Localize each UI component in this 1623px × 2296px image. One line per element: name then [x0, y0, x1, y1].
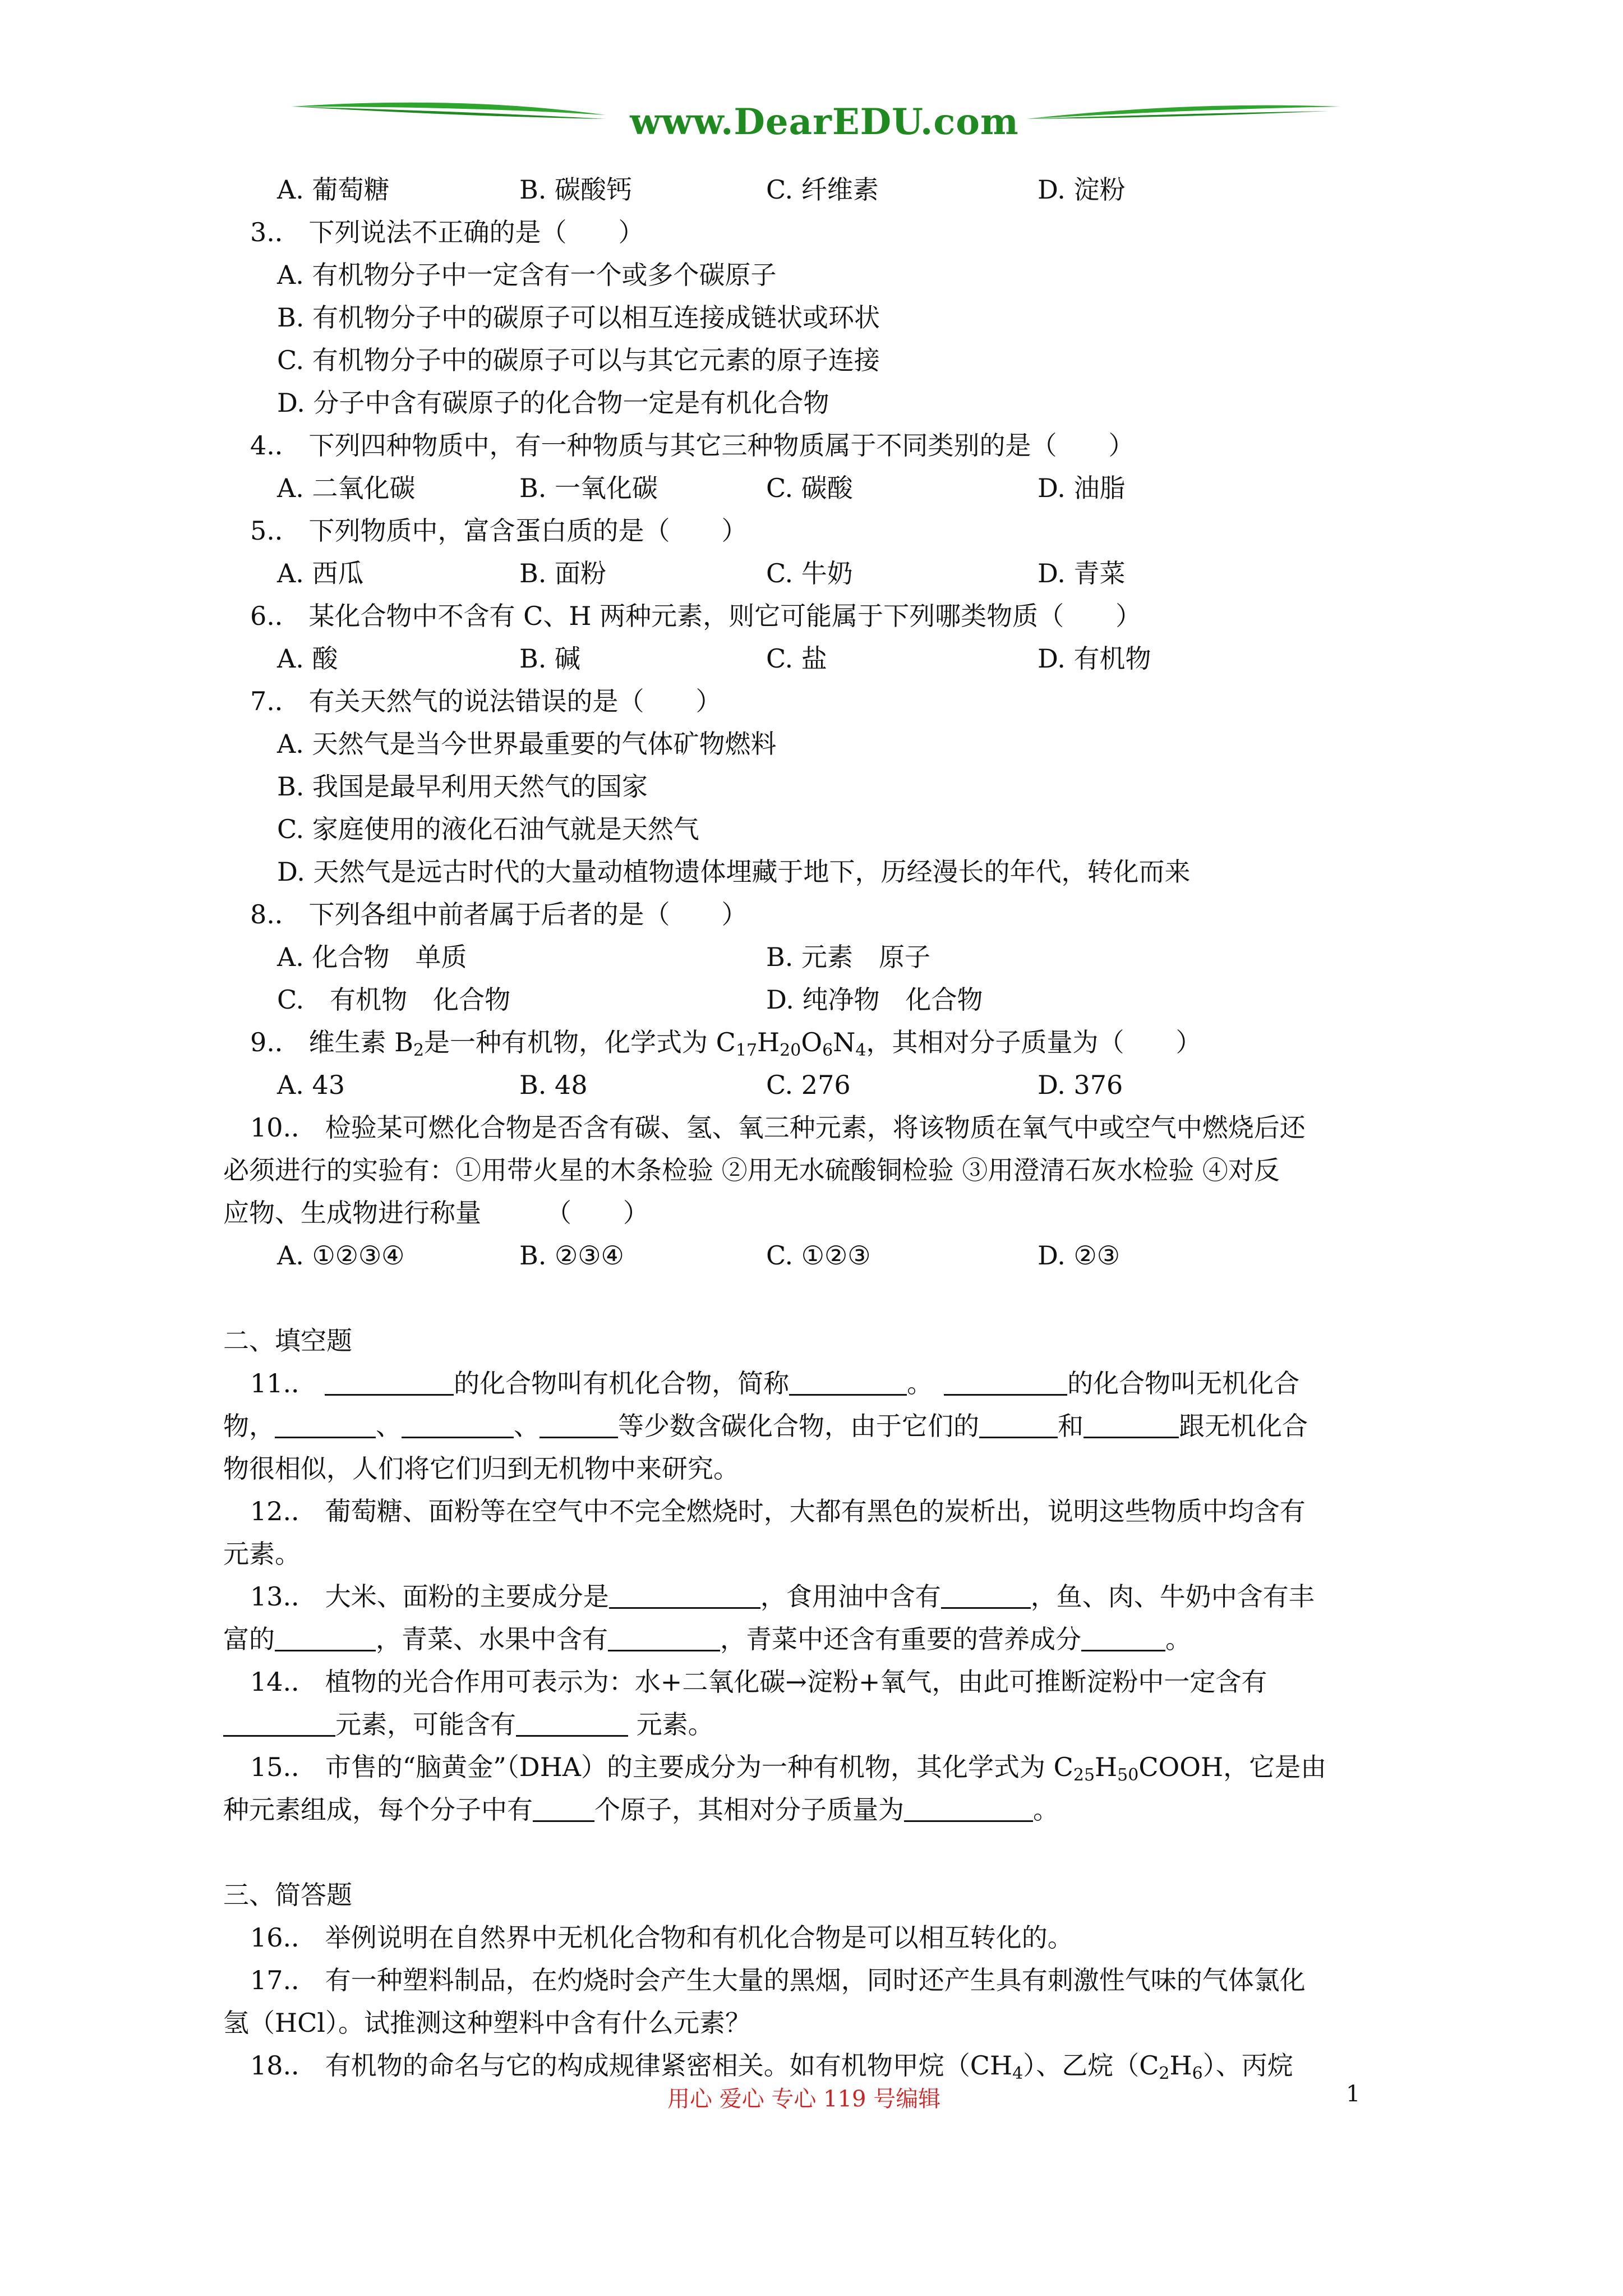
q9-stem: 9.． 维生素 $B_2$是一种有机物，化学式为 $C_{17}H_{20}O_6N_4$，其相对分子质量为（ ）: [250, 1027, 1202, 1060]
q8-option-c: C. 有机物 化合物: [277, 984, 511, 1015]
q8-option-b: B. 元素 原子: [766, 942, 931, 972]
q7-option-a: A. 天然气是当今世界最重要的气体矿物燃料: [277, 729, 777, 759]
q11-blank-1[interactable]: [325, 1372, 454, 1396]
q5-option-b: B. 面粉: [519, 558, 607, 588]
q3-option-d: D. 分子中含有碳原子的化合物一定是有机化合物: [277, 388, 829, 418]
q17-line-1: 17.． 有一种塑料制品，在灼烧时会产生大量的黑烟，同时还产生具有刺激性气味的气体氯化: [250, 1965, 1306, 1995]
q11-blank-4[interactable]: [275, 1414, 376, 1438]
q8-option-d: D. 纯净物 化合物: [766, 984, 983, 1015]
q6-option-d: D. 有机物: [1038, 643, 1151, 674]
q15-line-2: 种元素组成，每个分子中有 个原子，其相对分子质量为 。: [223, 1795, 1059, 1825]
q11-blank-6[interactable]: [540, 1414, 618, 1438]
q6-option-a: A. 酸: [277, 643, 338, 674]
q10-line-1: 10.． 检验某可燃化合物是否含有碳、氢、氧三种元素，将该物质在氧气中或空气中燃烧后还: [250, 1112, 1306, 1143]
q9-option-b: B. 48: [519, 1070, 588, 1100]
q6-option-c: C. 盐: [766, 643, 827, 674]
q10-option-b: B. ②③④: [519, 1240, 624, 1271]
q12-line-1: 12.． 葡萄糖、面粉等在空气中不完全燃烧时，大都有黑色的炭析出，说明这些物质中均含有: [250, 1496, 1306, 1526]
q10-line-3: 应物、生成物进行称量 （ ）: [223, 1198, 649, 1228]
q3-option-b: B. 有机物分子中的碳原子可以相互连接成链状或环状: [277, 302, 880, 333]
q17-line-2: 氢（HCl）。试推测这种塑料中含有什么元素？: [223, 2008, 751, 2038]
q10-option-a: A. ①②③④: [277, 1240, 405, 1271]
q2-option-a: A. 葡萄糖: [277, 174, 390, 205]
q9-option-d: D. 376: [1038, 1070, 1123, 1100]
q3-option-a: A. 有机物分子中一定含有一个或多个碳原子: [277, 260, 777, 290]
q14-blank-1[interactable]: [223, 1713, 335, 1737]
q13-line-1: 13.． 大米、面粉的主要成分是 ，食用油中含有 ，鱼、肉、牛奶中含有丰: [250, 1581, 1315, 1612]
q15-line-1: 15.． 市售的“脑黄金”（DHA）的主要成分为一种有机物，其化学式为 $C_{25}H_{50}COOH$，它是由: [250, 1752, 1327, 1785]
q3-option-c: C. 有机物分子中的碳原子可以与其它元素的原子连接: [277, 345, 880, 375]
site-logo-text: www.DearEDU.com: [630, 101, 1019, 143]
q13-blank-2[interactable]: [941, 1585, 1031, 1609]
q13-blank-1[interactable]: [609, 1585, 760, 1609]
q2-option-b: B. 碳酸钙: [519, 174, 633, 205]
q13-blank-5[interactable]: [1081, 1627, 1165, 1651]
q4-option-c: C. 碳酸: [766, 473, 853, 503]
q7-option-c: C. 家庭使用的液化石油气就是天然气: [277, 814, 699, 844]
q11-blank-7[interactable]: [979, 1414, 1058, 1438]
q14-line-1: 14.． 植物的光合作用可表示为：水+二氧化碳→淀粉+氧气，由此可推断淀粉中一定含有: [250, 1667, 1267, 1697]
site-header: [292, 84, 1340, 168]
q5-option-d: D. 青菜: [1038, 558, 1126, 588]
q4-option-d: D. 油脂: [1038, 473, 1126, 503]
q9-option-a: A. 43: [277, 1070, 345, 1100]
q11-line-1: 11.． 的化合物叫有机化合物，简称 。 的化合物叫无机化合: [250, 1368, 1300, 1398]
q4-option-b: B. 一氧化碳: [519, 473, 658, 503]
q2-option-d: D. 淀粉: [1038, 174, 1126, 205]
q13-blank-3[interactable]: [275, 1627, 376, 1651]
q7-option-d: D. 天然气是远古时代的大量动植物遗体埋藏于地下，历经漫长的年代，转化而来: [277, 857, 1191, 887]
q10-line-2: 必须进行的实验有：①用带火星的木条检验 ②用无水硫酸铜检验 ③用澄清石灰水检验 ④对反: [223, 1155, 1280, 1185]
q16-line: 16.． 举例说明在自然界中无机化合物和有机化合物是可以相互转化的。: [250, 1922, 1073, 1953]
q6-option-b: B. 碱: [519, 643, 581, 674]
q14-blank-2[interactable]: [516, 1713, 628, 1737]
q7-option-b: B. 我国是最早利用天然气的国家: [277, 771, 648, 802]
q4-stem: 4.． 下列四种物质中，有一种物质与其它三种物质属于不同类别的是（ ）: [250, 430, 1135, 461]
q14-line-2: 元素，可能含有 元素。: [223, 1709, 714, 1740]
section-fill-in-heading: 二、填空题: [223, 1326, 352, 1356]
q10-option-c: C. ①②③: [766, 1240, 871, 1271]
q13-blank-4[interactable]: [608, 1627, 720, 1651]
q5-option-c: C. 牛奶: [766, 558, 853, 588]
q15-blank-2[interactable]: [904, 1798, 1033, 1822]
q3-stem: 3.． 下列说法不正确的是（ ）: [250, 217, 644, 247]
q11-line-3: 物很相似，人们将它们归到无机物中来研究。: [223, 1453, 739, 1484]
q2-option-c: C. 纤维素: [766, 174, 879, 205]
q10-option-d: D. ②③: [1038, 1240, 1120, 1271]
q11-blank-8[interactable]: [1083, 1414, 1179, 1438]
q8-stem: 8.． 下列各组中前者属于后者的是（ ）: [250, 899, 748, 930]
q9-option-c: C. 276: [766, 1070, 851, 1100]
q11-blank-5[interactable]: [402, 1414, 514, 1438]
q15-blank-1[interactable]: [533, 1798, 594, 1822]
q12-line-2: 元素。: [223, 1539, 301, 1569]
q11-blank-3[interactable]: [944, 1372, 1067, 1396]
q6-stem: 6.． 某化合物中不含有 C、H 两种元素，则它可能属于下列哪类物质（ ）: [250, 601, 1142, 631]
q11-line-2: 物， 、 、 等少数含碳化合物，由于它们的 和 跟无机化合: [223, 1411, 1308, 1441]
q4-option-a: A. 二氧化碳: [277, 473, 416, 503]
q8-option-a: A. 化合物 单质: [277, 942, 467, 972]
page-footer: 用心 爱心 专心 119 号编辑: [667, 2086, 941, 2112]
q5-option-a: A. 西瓜: [277, 558, 364, 588]
q11-blank-2[interactable]: [789, 1372, 907, 1396]
page-number: 1: [1346, 2081, 1361, 2107]
q13-line-2: 富的 ，青菜、水果中含有 ，青菜中还含有重要的营养成分 。: [223, 1624, 1191, 1654]
q5-stem: 5.． 下列物质中，富含蛋白质的是（ ）: [250, 516, 748, 546]
section-short-answer-heading: 三、简答题: [223, 1880, 352, 1910]
q18-line-1: 18.． 有机物的命名与它的构成规律紧密相关。如有机物甲烷$(CH_4)$、乙烷$(C_2H_6)$、丙烷: [250, 2050, 1293, 2083]
q7-stem: 7.． 有关天然气的说法错误的是（ ）: [250, 686, 722, 716]
